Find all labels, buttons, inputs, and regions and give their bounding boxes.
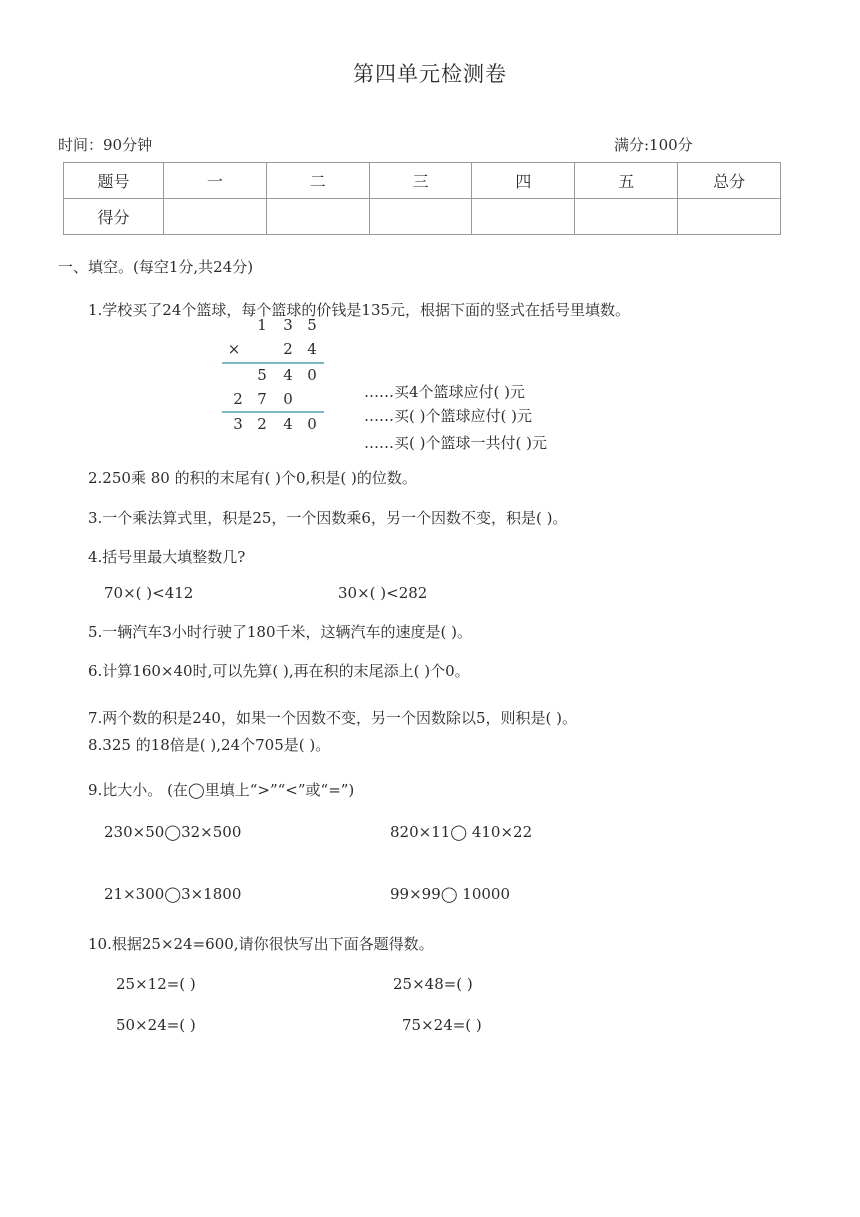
calc-digit: 2 [283,340,293,358]
question-10b: 25×48=( ) [393,975,473,993]
score-header-cell: 一 [164,163,267,199]
q1-note-3: ……买( )个篮球一共付( )元 [364,434,547,452]
question-4a: 70×( )<412 [104,584,194,602]
calc-rule [222,411,324,413]
question-4b: 30×( )<282 [338,584,428,602]
question-7: 7.两个数的积是240，如果一个因数不变，另一个因数除以5，则积是( )。 [88,709,577,727]
calc-digit: 4 [283,415,293,433]
question-10d: 75×24=( ) [402,1016,482,1034]
score-table [63,162,781,235]
calc-row-multiplier [220,340,324,364]
score-header-cell: 四 [472,163,575,199]
calc-row-multiplicand [220,316,324,340]
calc-digit: 5 [257,366,267,384]
times-sign: × [227,340,241,358]
calc-digit: 2 [257,415,267,433]
question-10c: 50×24=( ) [116,1016,196,1034]
question-9b: 820×11◯ 410×22 [390,823,533,841]
calc-row-product [220,415,324,439]
question-10: 10.根据25×24=600,请你很快写出下面各题得数。 [88,935,434,953]
question-4: 4.括号里最大填整数几? [88,548,246,566]
question-8: 8.325 的18倍是( ),24个705是( )。 [88,736,331,754]
score-row-label: 得分 [64,199,164,235]
calc-digit: 5 [307,316,317,334]
score-header-cell: 总分 [678,163,781,199]
score-cell [678,199,781,235]
calc-digit: 0 [307,366,317,384]
calc-digit: 1 [257,316,267,334]
calc-rule [222,362,324,364]
calc-digit: 3 [233,415,243,433]
section-heading: 一、填空。(每空1分,共24分) [58,258,254,276]
calc-digit: 2 [233,390,243,408]
question-2: 2.250乘 80 的积的末尾有( )个0,积是( )的位数。 [88,469,417,487]
vertical-multiplication [220,316,330,434]
question-9d: 99×99◯ 10000 [390,885,511,903]
question-5: 5.一辆汽车3小时行驶了180千米，这辆汽车的速度是( )。 [88,623,472,641]
question-3: 3.一个乘法算式里，积是25，一个因数乘6，另一个因数不变，积是( )。 [88,509,568,527]
score-cell [369,199,472,235]
calc-digit: 4 [283,366,293,384]
question-9: 9.比大小。 (在◯里填上“>”“<”或“=”) [88,781,355,799]
question-10a: 25×12=( ) [116,975,196,993]
score-cell [164,199,267,235]
calc-digit: 3 [283,316,293,334]
score-header-cell: 五 [575,163,678,199]
full-score: 满分:100分 [614,136,693,154]
score-cell [266,199,369,235]
question-9c: 21×300◯3×1800 [104,885,242,903]
score-table-score-row [64,199,781,235]
score-cell [575,199,678,235]
q1-note-1: ……买4个篮球应付( )元 [364,383,526,401]
calc-digit: 7 [257,390,267,408]
calc-digit: 0 [307,415,317,433]
q1-note-2: ……买( )个篮球应付( )元 [364,407,532,425]
score-table-header-row [64,163,781,199]
calc-digit: 0 [283,390,293,408]
question-1: 1.学校买了24个篮球，每个篮球的价钱是135元，根据下面的竖式在括号里填数。 [88,301,631,319]
question-9a: 230×50◯32×500 [104,823,242,841]
question-6: 6.计算160×40时,可以先算( ),再在积的末尾添上( )个0。 [88,662,470,680]
score-cell [472,199,575,235]
exam-time: 时间：90分钟 [58,136,153,154]
score-header-cell: 二 [266,163,369,199]
calc-digit: 4 [307,340,317,358]
score-header-cell: 题号 [64,163,164,199]
calc-row-partial-1 [220,366,324,390]
page-title: 第四单元检测卷 [353,62,507,86]
score-header-cell: 三 [369,163,472,199]
